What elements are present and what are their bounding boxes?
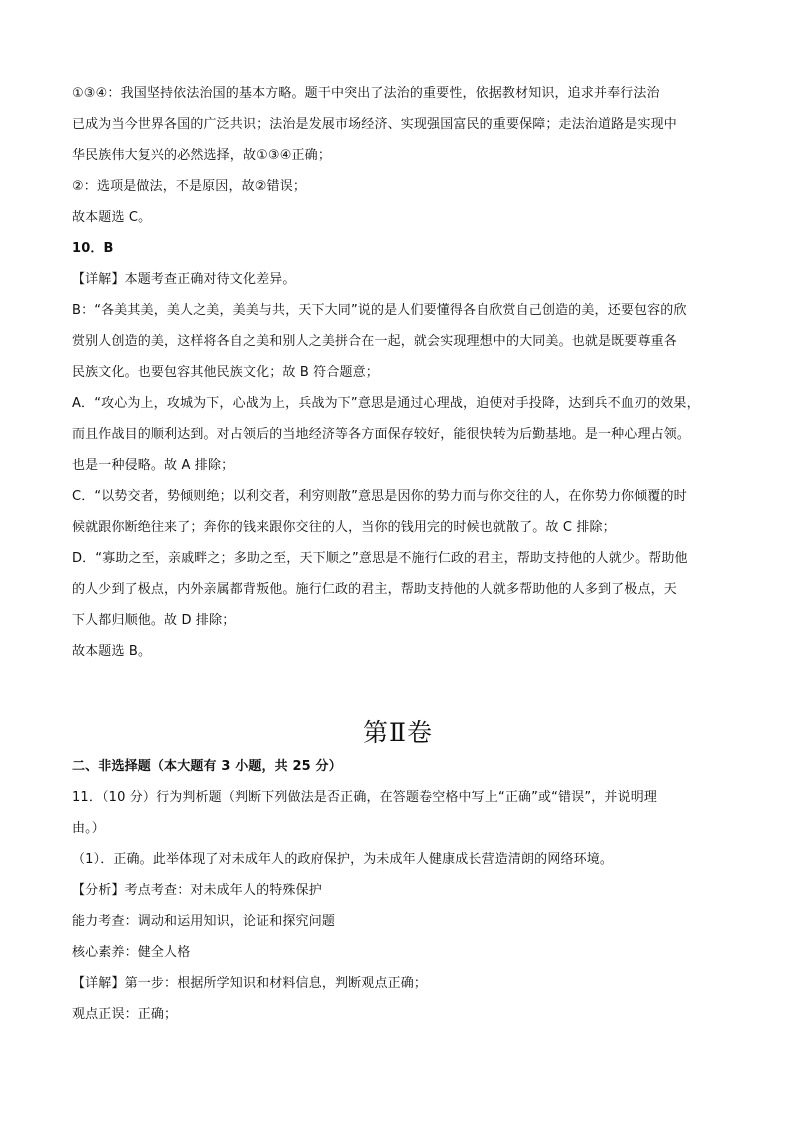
text-line: 观点正误：正确； [72, 1007, 178, 1022]
text-line: 民族文化。也要包容其他民族文化；故 B 符合题意； [72, 365, 379, 380]
section-title: 第Ⅱ卷 [363, 718, 433, 747]
document-page [72, 78, 724, 1030]
question-number: 10．B [72, 241, 114, 256]
text-line: ①③④：我国坚持依法治国的基本方略。题干中突出了法治的重要性，依据教材知识，追求并奉行法治 [72, 86, 660, 101]
text-line: 故本题选 C。 [72, 210, 152, 225]
text-line: A．“攻心为上，攻城为下，心战为上，兵战为下”意思是通过心理战，迫使对手投降，达到兵不血刃的效果， [72, 396, 700, 411]
text-line: ②：选项是做法，不是原因，故②错误； [72, 179, 307, 194]
text-line: （1）．正确。此举体现了对未成年人的政府保护，为未成年人健康成长营造清朗的网络环境。 [72, 852, 614, 867]
text-line: 【详解】本题考查正确对待文化差异。 [72, 272, 296, 287]
non-choice-section [72, 751, 724, 1030]
text-line: 11．（10 分）行为判析题（判断下列做法是否正确，在答题卷空格中写上“正确”或“错误”，并说明理 [72, 790, 658, 805]
text-line: 而且作战目的顺利达到。对占领后的当地经济等各方面保存较好，能很快转为后勤基地。是一种心理占领。 [72, 427, 691, 442]
text-line: 由。） [72, 821, 105, 836]
text-line: C．“以势交者，势倾则绝；以利交者，利穷则散”意思是因你的势力而与你交往的人，在你势力你倾覆的时 [72, 489, 687, 504]
text-line: D．“寡助之至，亲戚畔之；多助之至，天下顺之”意思是不施行仁政的君主，帮助支持他的人就少。帮助他 [72, 551, 688, 566]
text-line: B：“各美其美，美人之美，美美与共，天下大同”说的是人们要懂得各自欣赏自己创造的美，还要包容的欣 [72, 303, 687, 318]
text-line: 故本题选 B。 [72, 644, 152, 659]
text-line: 赏别人创造的美，这样将各自之美和别人之美拼合在一起，就会实现理想中的大同美。也就是既要尊重各 [72, 334, 677, 349]
text-line: 【详解】第一步：根据所学知识和材料信息，判断观点正确； [72, 976, 428, 991]
text-line: 的人少到了极点，内外亲属都背叛他。施行仁政的君主，帮助支持他的人就多帮助他的人多到了极点，天 [72, 582, 677, 597]
section-heading: 二、非选择题（本大题有 3 小题，共 25 分） [72, 759, 342, 774]
text-line: 也是一种侵略。故 A 排除； [72, 458, 235, 473]
answer-explanation-block [72, 78, 724, 667]
text-line: 华民族伟大复兴的必然选择，故①③④正确； [72, 148, 331, 163]
text-line: 已成为当今世界各国的广泛共识；法治是发展市场经济、实现强国富民的重要保障；走法治道路是实现中 [72, 117, 677, 132]
text-line: 能力考查：调动和运用知识，论证和探究问题 [72, 914, 336, 929]
text-line: 下人都归顺他。故 D 排除； [72, 613, 236, 628]
text-line: 核心素养：健全人格 [72, 945, 191, 960]
text-line: 【分析】考点考查：对未成年人的特殊保护 [72, 883, 322, 898]
text-line: 候就跟你断绝往来了；奔你的钱来跟你交往的人，当你的钱用完的时候也就散了。故 C 排除； [72, 520, 616, 535]
